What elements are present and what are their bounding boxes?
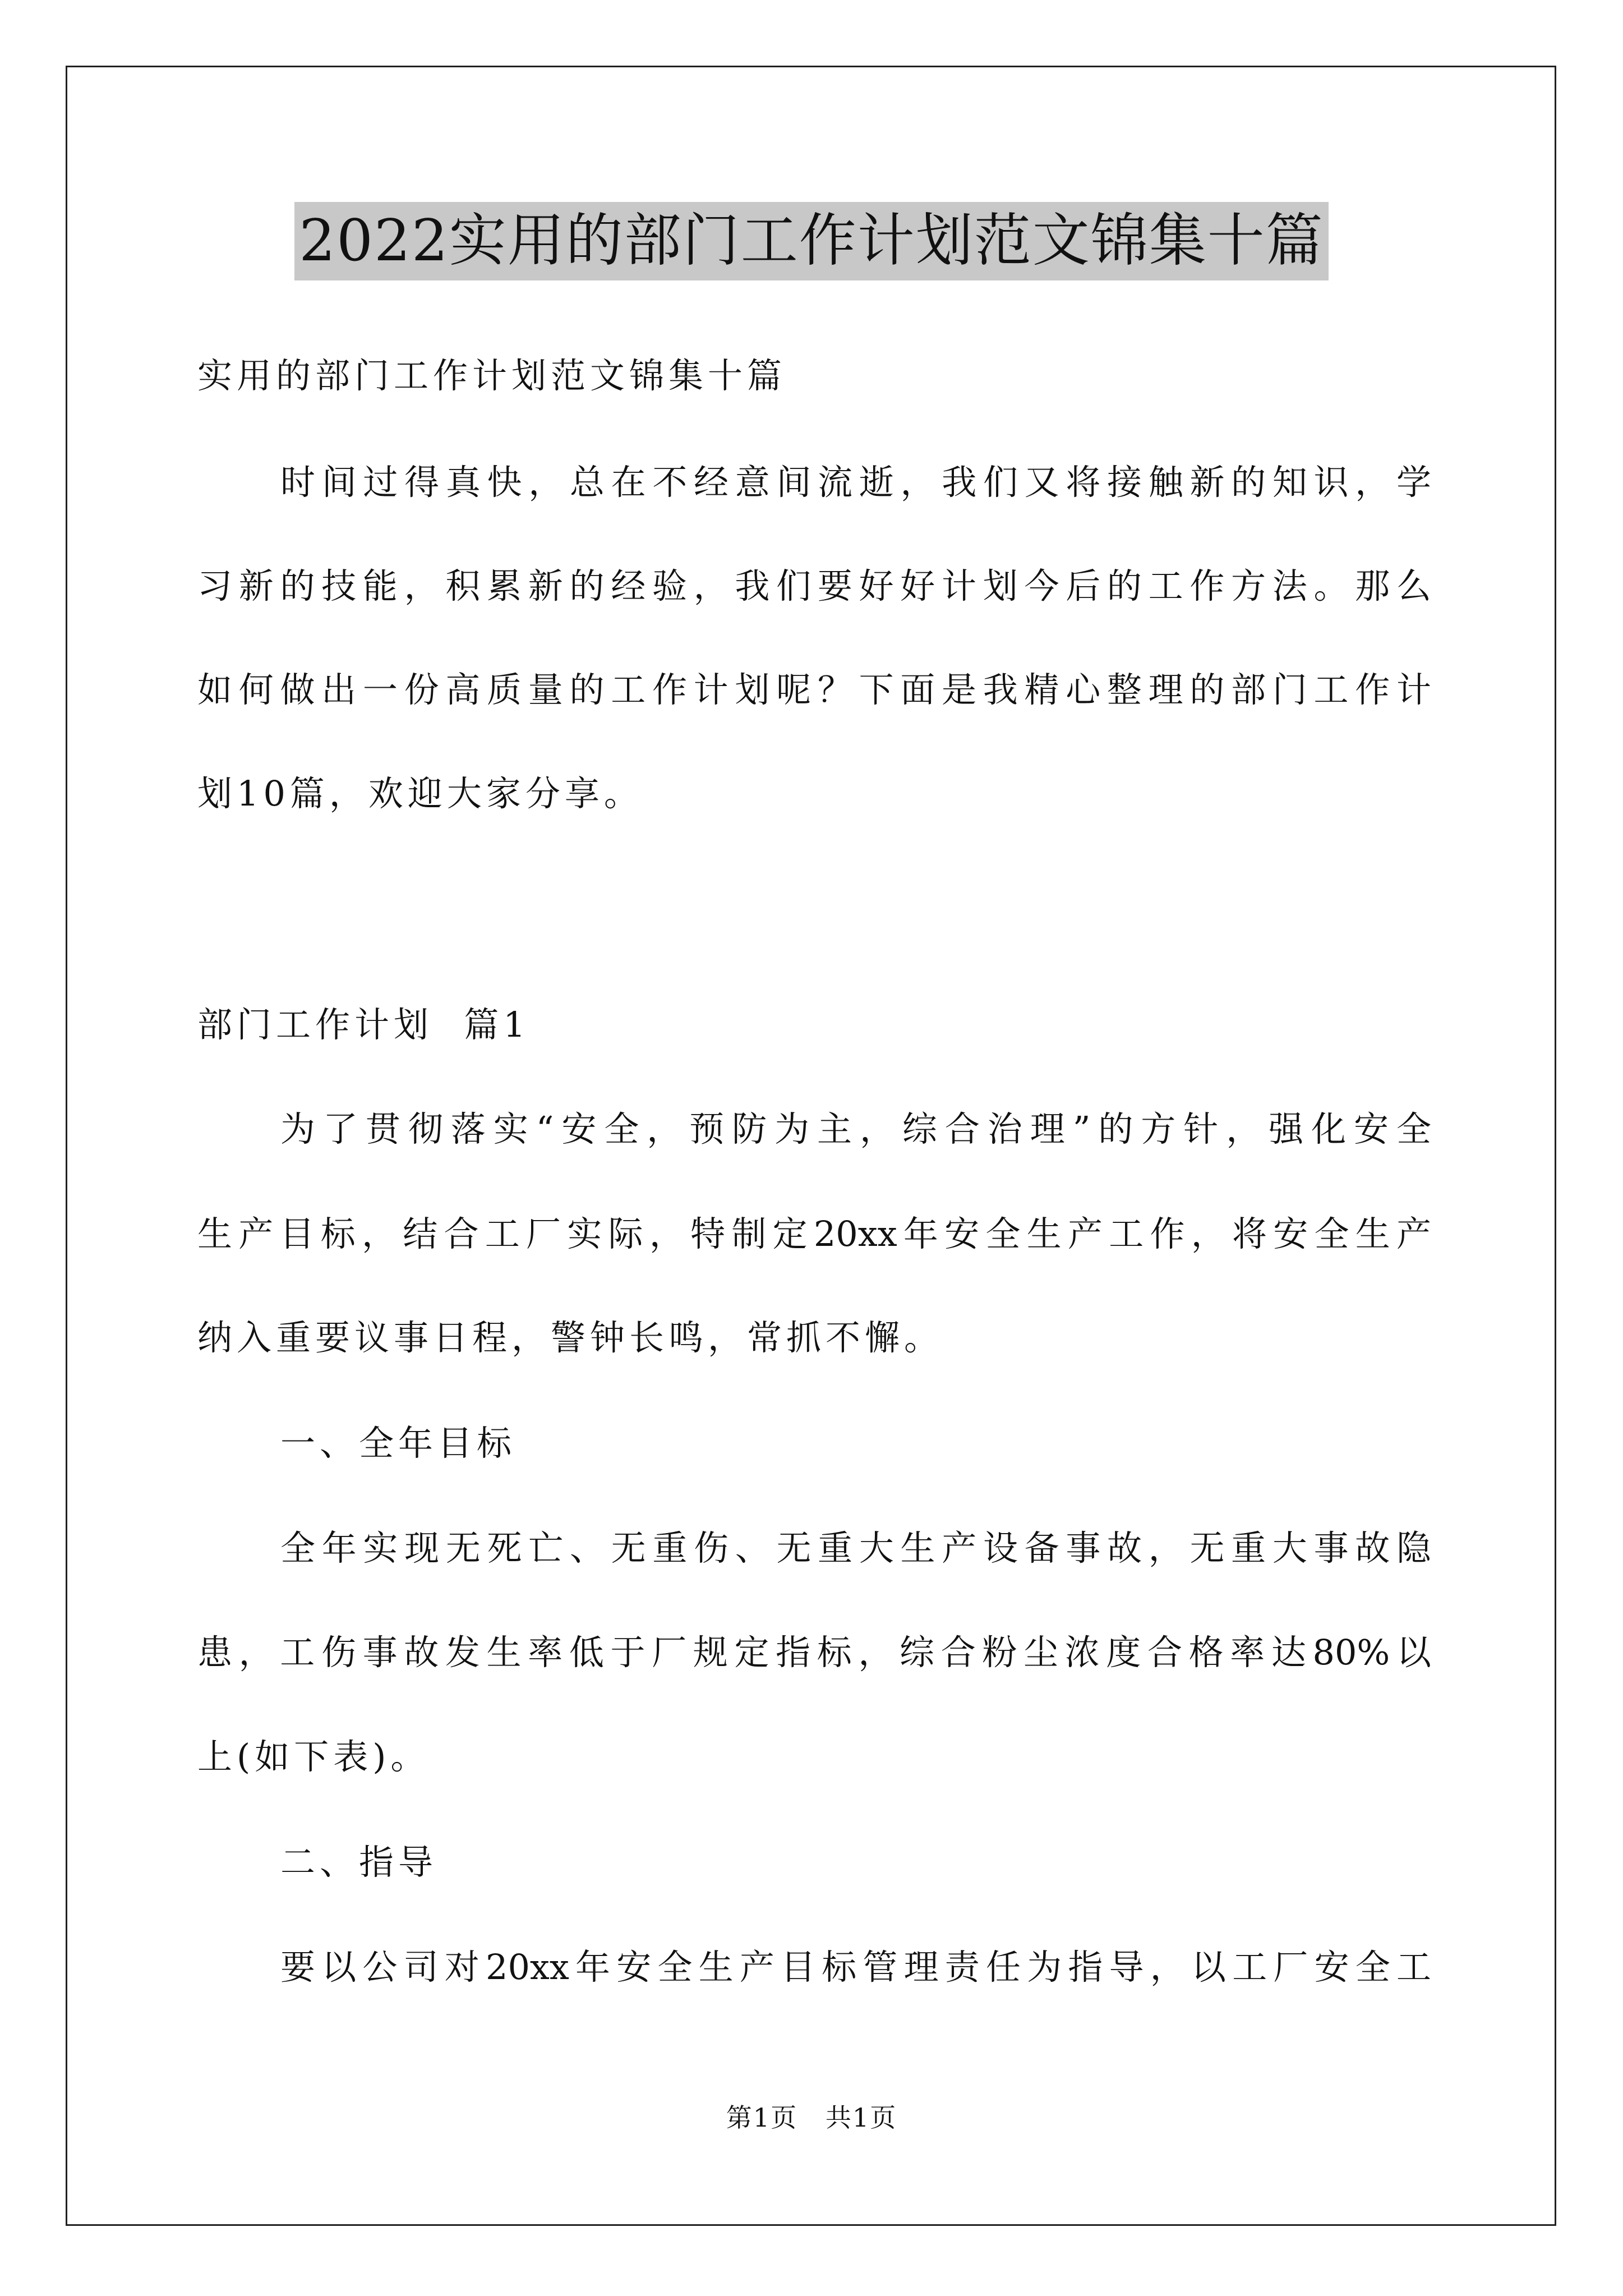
title-container <box>0 202 1623 280</box>
document-title: 2022实用的部门工作计划范文锦集十篇 <box>294 202 1329 280</box>
para2-line-3: 上(如下表)。 <box>197 1736 430 1777</box>
intro-line-3: 如何做出一份高质量的工作计划呢？下面是我精心整理的部门工作计 <box>197 669 1431 710</box>
para1-line-1: 为了贯彻落实“安全，预防为主，综合治理”的方针，强化安全 <box>280 1108 1431 1149</box>
para2-line-2: 患，工伤事故发生率低于厂规定指标，综合粉尘浓度合格率达80%以 <box>197 1632 1431 1673</box>
page-footer: 第1页 共1页 <box>726 2102 897 2133</box>
para1-line-3: 纳入重要议事日程，警钟长鸣，常抓不懈。 <box>197 1317 944 1358</box>
intro-line-4: 划10篇，欢迎大家分享。 <box>197 773 643 814</box>
para1-line-2: 生产目标，结合工厂实际，特制定20xx年安全生产工作，将安全生产 <box>197 1213 1431 1254</box>
intro-line-1: 时间过得真快，总在不经意间流逝，我们又将接触新的知识，学 <box>280 462 1431 503</box>
heading-two: 二、指导 <box>280 1842 438 1883</box>
document-subtitle: 实用的部门工作计划范文锦集十篇 <box>197 355 787 396</box>
intro-line-2: 习新的技能，积累新的经验，我们要好好计划今后的工作方法。那么 <box>197 565 1431 606</box>
section-heading: 部门工作计划 篇1 <box>197 1004 530 1045</box>
para3-line-1: 要以公司对20xx年安全生产目标管理责任为指导，以工厂安全工 <box>280 1947 1431 1987</box>
para2-line-1: 全年实现无死亡、无重伤、无重大生产设备事故，无重大事故隐 <box>280 1527 1431 1568</box>
heading-one: 一、全年目标 <box>280 1423 517 1464</box>
